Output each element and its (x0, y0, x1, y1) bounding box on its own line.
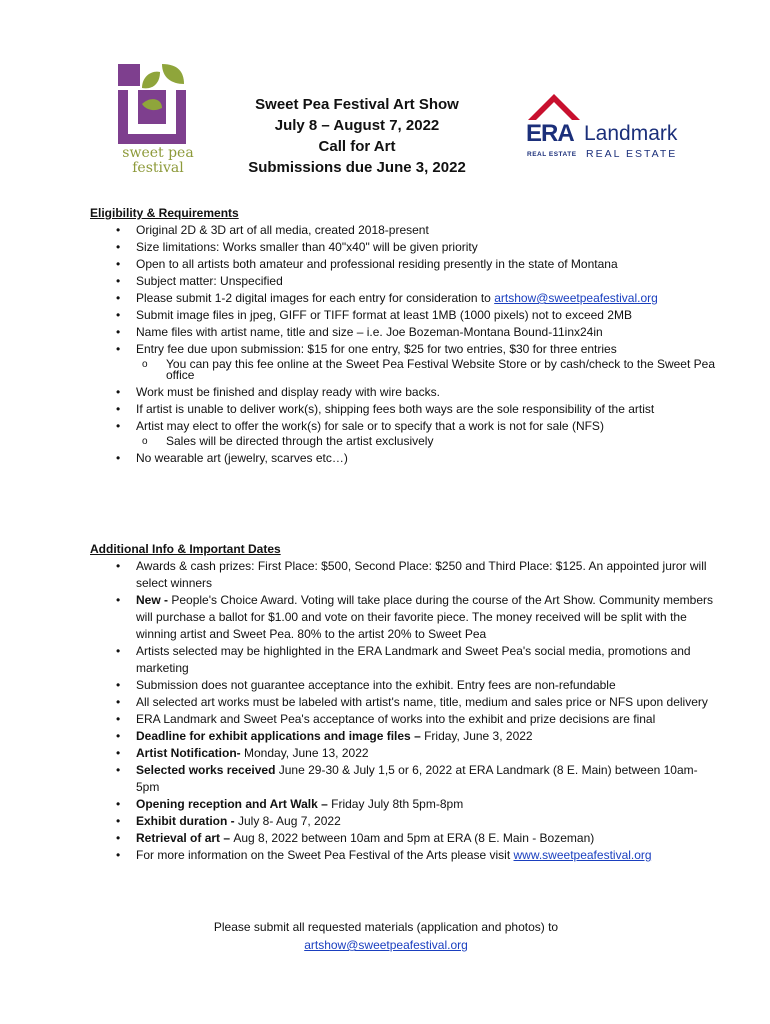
title-line-2: July 8 – August 7, 2022 (274, 117, 440, 134)
item-text: No wearable art (jewelry, scarves etc…) (136, 451, 348, 465)
item-text: You can pay this fee online at the Sweet Pea Festival Website Store or by cash/check to the Sweet Pea office (166, 357, 715, 382)
era-landmark-name: Landmark (584, 122, 678, 145)
list-item (116, 847, 714, 864)
list-item (116, 418, 716, 435)
item-text: Artist may elect to offer the work(s) for sale or to specify that a work is not for sale (NFS) (136, 419, 604, 433)
list-item (116, 384, 716, 401)
era-brand: ERA (526, 120, 574, 147)
item-text: If artist is unable to deliver work(s), shipping fees both ways are the sole responsibility of the artist (136, 402, 655, 416)
item-text: Name files with artist name, title and size – i.e. Joe Bozeman-Montana Bound-11inx24in (136, 325, 603, 339)
list-item (116, 592, 714, 643)
list-item (116, 273, 716, 290)
item-text: July 8- Aug 7, 2022 (238, 814, 341, 828)
era-tag-large: REAL ESTATE (586, 148, 678, 160)
item-text: Submit image files in jpeg, GIFF or TIFF format at least 1MB (1000 pixels) not to exceed 2MB (136, 308, 632, 322)
item-bold: Exhibit duration - (136, 814, 238, 828)
sub-list-item (116, 436, 716, 447)
list-item (116, 401, 716, 418)
item-text: Submission does not guarantee acceptance into the exhibit. Entry fees are non-refundable (136, 678, 616, 692)
era-tag-small: REAL ESTATE (527, 151, 577, 158)
page-title (232, 94, 482, 178)
closing-text: Please submit all requested materials (application and photos) to (213, 920, 559, 934)
website-link[interactable]: www.sweetpeafestival.org (513, 848, 652, 862)
item-text: Original 2D & 3D art of all media, created 2018-present (136, 223, 429, 237)
item-text: Please submit 1-2 digital images for each entry for consideration to (136, 291, 495, 305)
sweet-pea-wordmark (108, 146, 208, 176)
sweet-pea-wordmark-line1: sweet pea (122, 145, 194, 161)
item-text: Artists selected may be highlighted in the ERA Landmark and Sweet Pea's social media, promotions and marketing (136, 644, 691, 675)
list-item (116, 324, 716, 341)
list-item (116, 745, 714, 762)
item-text: ERA Landmark and Sweet Pea's acceptance of works into the exhibit and prize decisions are final (136, 712, 656, 726)
item-text: People's Choice Award. Voting will take place during the course of the Art Show. Community members will purchase a ballot for $1.00 and vote on their favorite piece. The money received will be split with the winning artist and Sweet Pea. 80% to the artist 20% to Sweet Pea (136, 593, 714, 641)
title-line-1: Sweet Pea Festival Art Show (255, 96, 459, 113)
item-bold: Opening reception and Art Walk – (136, 797, 332, 811)
item-bold: Selected works received (136, 763, 279, 777)
item-text: Sales will be directed through the artist exclusively (166, 434, 434, 448)
item-text: June 29-30 & July 1,5 or 6, 2022 at ERA Landmark (8 E. Main) between 10am-5pm (136, 763, 698, 794)
closing-email-link[interactable]: artshow@sweetpeafestival.org (304, 938, 468, 952)
item-text: Awards & cash prizes: First Place: $500, Second Place: $250 and Third Place: $125. An appointed juror will select winners (136, 559, 707, 590)
item-text: Open to all artists both amateur and professional residing presently in the state of Montana (136, 257, 618, 271)
list-item (116, 830, 714, 847)
additional-info-heading: Additional Info & Important Dates (90, 542, 281, 556)
sweet-pea-wordmark-line2: festival (132, 160, 184, 176)
item-text: Work must be finished and display ready with wire backs. (136, 385, 440, 399)
title-line-3: Call for Art (318, 138, 396, 155)
list-item (116, 239, 716, 256)
item-text: For more information on the Sweet Pea Festival of the Arts please visit (136, 848, 514, 862)
eligibility-list (116, 222, 716, 467)
list-item (116, 341, 716, 358)
list-item (116, 256, 716, 273)
item-bold: Retrieval of art – (136, 831, 234, 845)
list-item (116, 677, 714, 694)
list-item (116, 711, 714, 728)
item-text: Entry fee due upon submission: $15 for one entry, $25 for two entries, $30 for three entries (136, 342, 617, 356)
list-item (116, 307, 716, 324)
item-text: Size limitations: Works smaller than 40"x40" will be given priority (136, 240, 478, 254)
list-item (116, 643, 714, 677)
item-bold: Artist Notification- (136, 746, 244, 760)
list-item (116, 558, 714, 592)
list-item (116, 762, 714, 796)
list-item (116, 694, 714, 711)
artshow-email-link[interactable]: artshow@sweetpeafestival.org (494, 291, 658, 305)
item-bold: Deadline for exhibit applications and image files – (136, 729, 425, 743)
list-item (116, 728, 714, 745)
additional-info-list (116, 558, 714, 864)
item-text: Friday, June 3, 2022 (424, 729, 533, 743)
sub-list-item (116, 359, 716, 381)
title-line-4: Submissions due June 3, 2022 (248, 159, 466, 176)
item-text: Monday, June 13, 2022 (244, 746, 369, 760)
list-item (116, 813, 714, 830)
list-item (116, 222, 716, 239)
list-item (116, 796, 714, 813)
closing-note (136, 918, 636, 954)
item-text: All selected art works must be labeled with artist's name, title, medium and sales price or NFS upon delivery (136, 695, 708, 709)
item-text: Aug 8, 2022 between 10am and 5pm at ERA (8 E. Main - Bozeman) (233, 831, 595, 845)
list-item (116, 450, 716, 467)
eligibility-heading: Eligibility & Requirements (90, 206, 239, 220)
item-text: Subject matter: Unspecified (136, 274, 283, 288)
item-text: Friday July 8th 5pm-8pm (331, 797, 464, 811)
list-item (116, 290, 716, 307)
item-bold: New - (136, 593, 172, 607)
